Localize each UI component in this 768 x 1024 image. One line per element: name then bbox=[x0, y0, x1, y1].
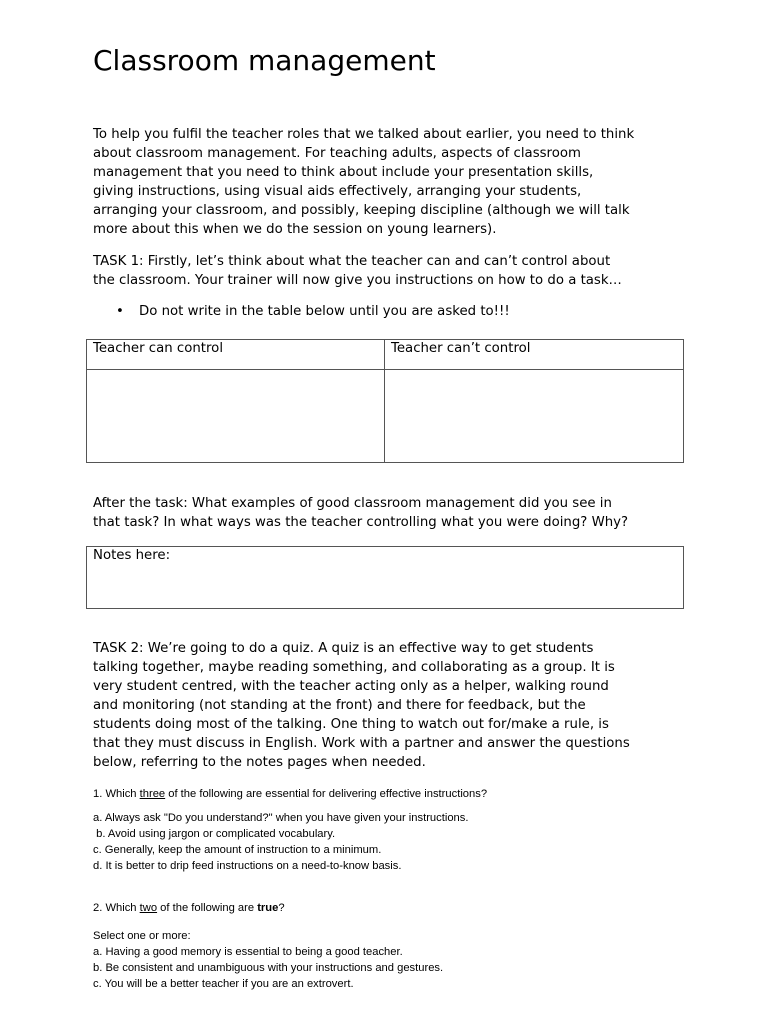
text-line: that task? In what ways was the teacher controlling what you were doing? Why? bbox=[93, 515, 629, 530]
text-line: TASK 2: We’re going to do a quiz. A quiz is an effective way to get students bbox=[93, 641, 594, 656]
table-cell-cant-control[interactable] bbox=[385, 370, 684, 463]
q1-option-d[interactable]: d. It is better to drip feed instructions on a need-to-know basis. bbox=[93, 860, 402, 872]
bullet-text: Do not write in the table below until you are asked to!!! bbox=[139, 304, 510, 319]
control-table bbox=[86, 339, 684, 463]
notes-box[interactable] bbox=[86, 546, 684, 609]
text-line: To help you fulfil the teacher roles that we talked about earlier, you need to think bbox=[93, 127, 635, 142]
q1-emphasis: three bbox=[139, 788, 166, 800]
question-2 bbox=[93, 900, 285, 916]
table-header-cant-control: Teacher can’t control bbox=[385, 340, 684, 370]
text-line: arranging your classroom, and possibly, keeping discipline (although we will talk bbox=[93, 203, 630, 218]
q2-option-b[interactable]: b. Be consistent and unambiguous with your instructions and gestures. bbox=[93, 962, 444, 974]
text-line: that they must discuss in English. Work with a partner and answer the questions bbox=[93, 736, 630, 751]
text-line: giving instructions, using visual aids effectively, arranging your students, bbox=[93, 184, 582, 199]
q1-option-a[interactable]: a. Always ask "Do you understand?" when you have given your instructions. bbox=[93, 812, 469, 824]
q2-middle: of the following are bbox=[157, 902, 258, 914]
q1-prefix: 1. Which bbox=[93, 788, 140, 800]
notes-label: Notes here: bbox=[93, 548, 171, 563]
text-line: below, referring to the notes pages when needed. bbox=[93, 755, 426, 770]
text-line: the classroom. Your trainer will now give you instructions on how to do a task… bbox=[93, 273, 622, 288]
text-line: TASK 1: Firstly, let’s think about what the teacher can and can’t control about bbox=[93, 254, 611, 269]
text-line: management that you need to think about include your presentation skills, bbox=[93, 165, 594, 180]
question-1-options bbox=[93, 810, 468, 874]
q2-emphasis: two bbox=[139, 902, 158, 914]
text-line: and monitoring (not standing at the front) and there for feedback, but the bbox=[93, 698, 586, 713]
intro-paragraph bbox=[93, 125, 693, 239]
after-task-paragraph bbox=[93, 494, 693, 532]
q2-option-c[interactable]: c. You will be a better teacher if you are an extrovert. bbox=[93, 978, 354, 990]
q2-suffix: ? bbox=[278, 902, 285, 914]
text-line: more about this when we do the session on young learners). bbox=[93, 222, 497, 237]
q2-bold: true bbox=[257, 902, 279, 914]
table-cell-can-control[interactable] bbox=[87, 370, 385, 463]
bullet-item bbox=[116, 304, 510, 319]
text-line: After the task: What examples of good classroom management did you see in bbox=[93, 496, 612, 511]
task2-paragraph bbox=[93, 639, 693, 772]
q1-suffix: of the following are essential for delivering effective instructions? bbox=[165, 788, 488, 800]
q1-option-b[interactable]: b. Avoid using jargon or complicated vocabulary. bbox=[93, 828, 336, 840]
q2-option-a[interactable]: a. Having a good memory is essential to being a good teacher. bbox=[93, 946, 403, 958]
page-title: Classroom management bbox=[93, 44, 436, 77]
q1-option-c[interactable]: c. Generally, keep the amount of instruction to a minimum. bbox=[93, 844, 382, 856]
question-2-options bbox=[93, 928, 443, 992]
text-line: about classroom management. For teaching adults, aspects of classroom bbox=[93, 146, 581, 161]
bullet-dot-icon: • bbox=[116, 304, 124, 319]
q2-prefix: 2. Which bbox=[93, 902, 140, 914]
task1-paragraph bbox=[93, 252, 693, 290]
question-1 bbox=[93, 786, 487, 802]
text-line: very student centred, with the teacher acting only as a helper, walking round bbox=[93, 679, 609, 694]
text-line: students doing most of the talking. One thing to watch out for/make a rule, is bbox=[93, 717, 609, 732]
table-header-can-control: Teacher can control bbox=[87, 340, 385, 370]
text-line: talking together, maybe reading something, and collaborating as a group. It is bbox=[93, 660, 615, 675]
q2-instruction: Select one or more: bbox=[93, 930, 191, 942]
